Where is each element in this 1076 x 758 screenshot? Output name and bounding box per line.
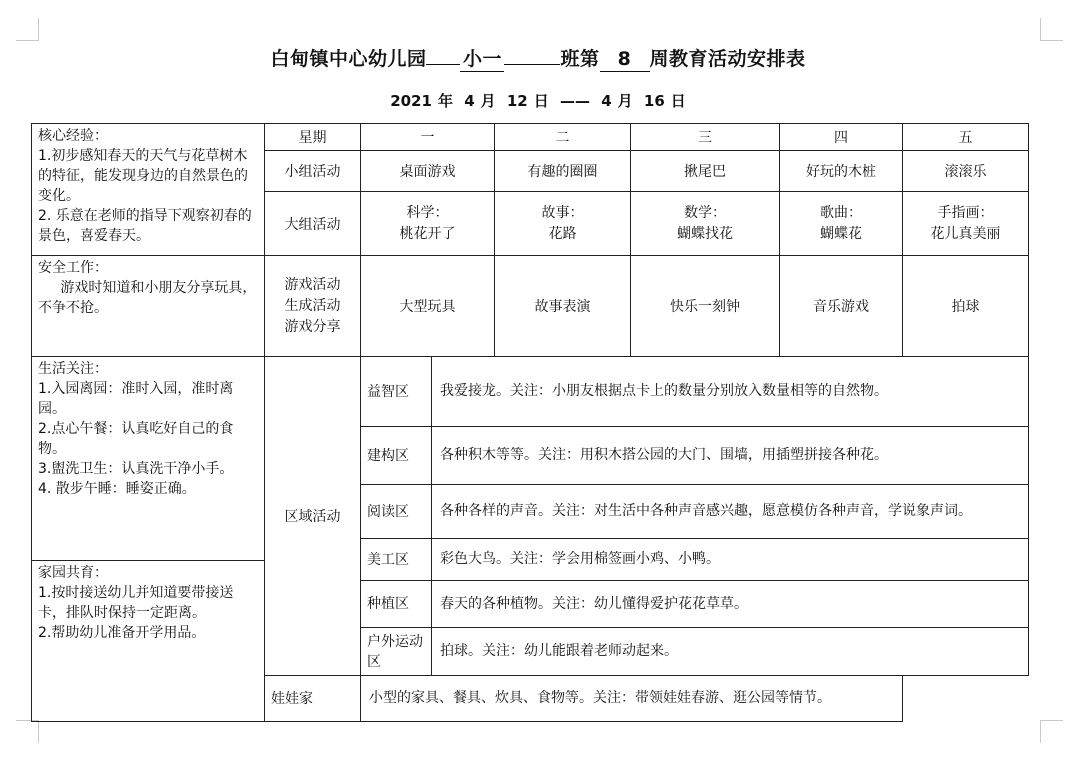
game-label: 游戏活动	[284, 276, 341, 293]
large-group-label: 大组活动	[265, 192, 361, 256]
topic: 蝴蝶找花	[677, 225, 733, 242]
area-name: 户外运动区	[361, 628, 432, 676]
safety-work-text: 游戏时知道和小朋友分享玩具，不争不抢。	[38, 280, 257, 316]
title-blank	[426, 64, 460, 65]
class-name: 小一	[460, 47, 504, 72]
home-cooperation-heading: 家园共育：	[38, 565, 108, 581]
home-cooperation-cell	[32, 561, 265, 722]
small-group-wednesday: 揪尾巴	[631, 151, 780, 192]
topic: 蝴蝶花	[820, 225, 862, 242]
subject: 科学：	[406, 204, 449, 221]
game-friday: 拍球	[903, 256, 1029, 357]
large-group-thursday	[780, 192, 903, 256]
small-group-thursday: 好玩的木桩	[780, 151, 903, 192]
large-group-tuesday	[495, 192, 631, 256]
year-char: 年	[437, 92, 453, 110]
area-name: 益智区	[361, 357, 432, 427]
game-activities-label	[265, 256, 361, 357]
life-focus-item: 2.点心午餐：认真吃好自己的食物。	[38, 421, 234, 457]
area-name: 娃娃家	[265, 676, 361, 722]
life-focus-heading: 生活关注：	[38, 361, 108, 377]
day-char: 日	[670, 92, 686, 110]
small-group-friday: 滚滚乐	[903, 151, 1029, 192]
area-name: 建构区	[361, 427, 432, 485]
start-day: 12	[506, 92, 528, 110]
start-month: 4	[464, 92, 475, 110]
month-char: 月	[480, 92, 496, 110]
area-name: 阅读区	[361, 485, 432, 539]
game-wednesday: 快乐一刻钟	[631, 256, 780, 357]
subject: 歌曲：	[820, 204, 862, 221]
home-cooperation-item: 2.帮助幼儿准备开学用品。	[38, 625, 206, 641]
life-focus-cell	[32, 357, 265, 561]
school-name: 白甸镇中心幼儿园	[270, 48, 427, 70]
topic: 花路	[548, 225, 577, 242]
area-name: 美工区	[361, 539, 432, 581]
area-description: 各种积木等等。关注：用积木搭公园的大门、围墙，用插塑拼接各种花。	[432, 427, 1029, 485]
life-focus-item: 1.入园离园：准时入园，准时离园。	[38, 381, 234, 417]
day-monday: 一	[361, 124, 495, 151]
game-label: 生成活动	[284, 297, 341, 314]
area-description: 彩色大鸟。关注：学会用棉签画小鸡、小鸭。	[432, 539, 1029, 581]
crop-mark-bottom-left	[16, 720, 39, 743]
topic: 花儿真美丽	[930, 225, 1001, 242]
area-description: 拍球。关注：幼儿能跟着老师动起来。	[432, 628, 1029, 676]
area-description: 春天的各种植物。关注：幼儿懂得爱护花花草草。	[432, 581, 1029, 628]
month-char: 月	[617, 92, 633, 110]
day-wednesday: 三	[631, 124, 780, 151]
small-group-tuesday: 有趣的圈圈	[495, 151, 631, 192]
life-focus-item: 3.盥洗卫生：认真洗干净小手。	[38, 461, 234, 477]
game-label: 游戏分享	[284, 318, 341, 335]
date-range	[0, 90, 1076, 111]
start-year: 2021	[390, 92, 432, 110]
crop-mark-top-right	[1040, 18, 1063, 41]
core-experience-item: 2. 乐意在老师的指导下观察初春的景色，喜爱春天。	[38, 208, 252, 244]
area-activities-label: 区域活动	[265, 357, 361, 676]
subject: 手指画：	[937, 204, 994, 221]
day-char: 日	[533, 92, 549, 110]
class-suffix: 班第	[560, 48, 600, 70]
small-group-label: 小组活动	[265, 151, 361, 192]
core-experience-heading: 核心经验：	[38, 128, 108, 144]
title-suffix: 周教育活动安排表	[649, 48, 806, 70]
area-description: 我爱接龙。关注：小朋友根据点卡上的数量分别放入数量相等的自然物。	[432, 357, 1029, 427]
topic: 桃花开了	[399, 225, 456, 242]
area-name: 种植区	[361, 581, 432, 628]
game-tuesday: 故事表演	[495, 256, 631, 357]
week-number: 8	[600, 47, 650, 72]
safety-work-cell	[32, 256, 265, 357]
weekday-header: 星期	[265, 124, 361, 151]
large-group-friday	[903, 192, 1029, 256]
home-cooperation-item: 1.按时接送幼儿并知道要带接送卡，排队时保持一定距离。	[38, 585, 234, 621]
day-thursday: 四	[780, 124, 903, 151]
core-experience-cell	[32, 124, 265, 256]
life-focus-item: 4. 散步午睡：睡姿正确。	[38, 481, 196, 497]
weekly-schedule-table	[31, 123, 1029, 722]
subject: 故事：	[541, 204, 584, 221]
page-title	[0, 44, 1076, 72]
end-day: 16	[643, 92, 665, 110]
area-description: 各种各样的声音。关注：对生活中各种声音感兴趣，愿意模仿各种声音，学说象声词。	[432, 485, 1029, 539]
day-friday: 五	[903, 124, 1029, 151]
day-tuesday: 二	[495, 124, 631, 151]
end-month: 4	[601, 92, 612, 110]
large-group-wednesday	[631, 192, 780, 256]
small-group-monday: 桌面游戏	[361, 151, 495, 192]
core-experience-item: 1.初步感知春天的天气与花草树木的特征，能发现身边的自然景色的变化。	[38, 148, 248, 204]
title-blank	[504, 64, 560, 65]
crop-mark-bottom-right	[1040, 720, 1063, 743]
date-dash: ——	[560, 92, 590, 110]
large-group-monday	[361, 192, 495, 256]
area-description: 小型的家具、餐具、炊具、食物等。关注：带领娃娃春游、逛公园等情节。	[361, 676, 903, 722]
game-thursday: 音乐游戏	[780, 256, 903, 357]
crop-mark-top-left	[16, 18, 39, 41]
subject: 数学：	[684, 204, 726, 221]
safety-work-heading: 安全工作：	[38, 260, 108, 276]
game-monday: 大型玩具	[361, 256, 495, 357]
